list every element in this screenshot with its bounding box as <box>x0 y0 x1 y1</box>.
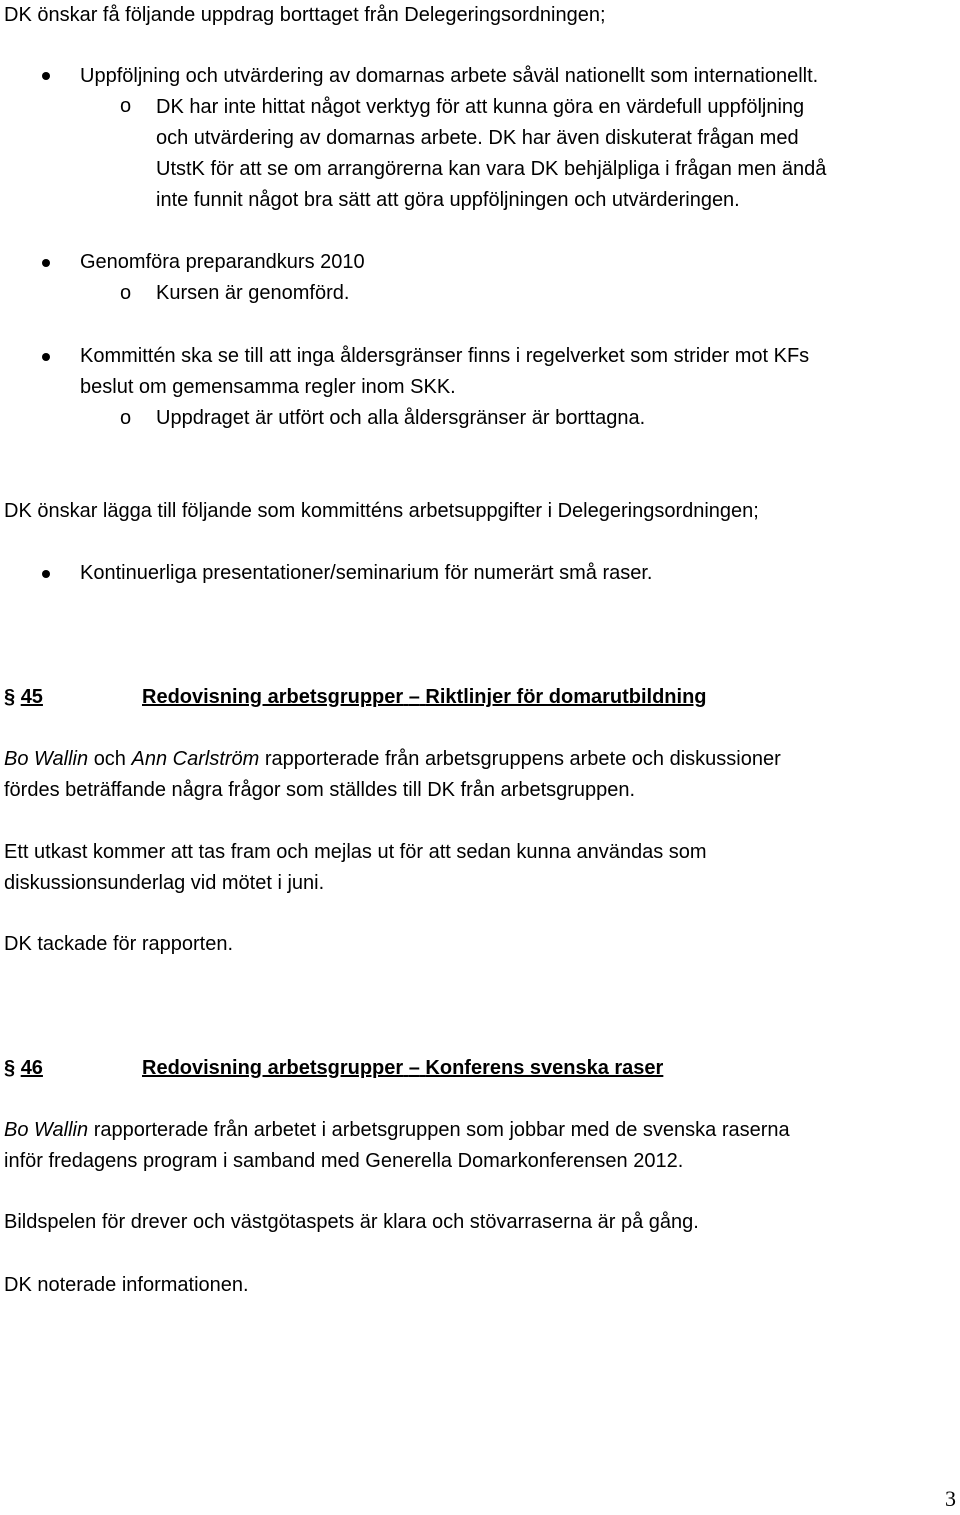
sub-bullet-icon: o <box>120 95 132 117</box>
bullet-icon <box>42 353 50 361</box>
section-45-paragraph-2-line-2: diskussionsunderlag vid mötet i juni. <box>4 872 325 894</box>
section-46-paragraph-1-line-1: Bo Wallin rapporterade från arbetet i arbetsgruppen som jobbar med de svenska raserna <box>4 1119 790 1141</box>
section-46-paragraph-2: Bildspelen för drever och västgötaspets är klara och stövarraserna är på gång. <box>4 1211 699 1233</box>
section-45-title: Redovisning arbetsgrupper – Riktlinjer för domarutbildning <box>142 686 707 708</box>
section-46-title: Redovisning arbetsgrupper – Konferens svenska raser <box>142 1057 664 1079</box>
section-symbol: § <box>4 1057 16 1079</box>
removed-item-1-sub-line-4: inte funnit något bra sätt att göra uppföljningen och utvärderingen. <box>156 189 740 211</box>
added-item-1: Kontinuerliga presentationer/seminarium för numerärt små raser. <box>80 562 653 584</box>
intro-add: DK önskar lägga till följande som kommitténs arbetsuppgifter i Delegeringsordningen; <box>4 500 759 522</box>
section-45-paragraph-2-line-1: Ett utkast kommer att tas fram och mejlas ut för att sedan kunna användas som <box>4 841 707 863</box>
removed-item-3-sub: Uppdraget är utfört och alla åldersgränser är borttagna. <box>156 407 646 429</box>
removed-item-3-line-2: beslut om gemensamma regler inom SKK. <box>80 376 456 398</box>
removed-item-2: Genomföra preparandkurs 2010 <box>80 251 365 273</box>
section-46-paragraph-3: DK noterade informationen. <box>4 1274 249 1296</box>
section-45-paragraph-1-line-2: fördes beträffande några frågor som ställdes till DK från arbetsgruppen. <box>4 779 636 801</box>
section-symbol: § <box>4 686 16 708</box>
removed-item-3-line-1: Kommittén ska se till att inga åldersgränser finns i regelverket som strider mot KFs <box>80 345 810 367</box>
page-number: 3 <box>945 1486 956 1511</box>
bullet-icon <box>42 570 50 578</box>
sub-bullet-icon: o <box>120 282 132 304</box>
intro-removed: DK önskar få följande uppdrag borttaget från Delegeringsordningen; <box>4 4 606 26</box>
removed-item-1: Uppföljning och utvärdering av domarnas arbete såväl nationellt som internationellt. <box>80 65 819 87</box>
section-46-paragraph-1-line-2: inför fredagens program i samband med Generella Domarkonferensen 2012. <box>4 1150 684 1172</box>
section-number: 46 <box>20 1057 43 1079</box>
section-46-heading <box>4 1055 43 1081</box>
section-45-heading <box>4 684 43 710</box>
removed-item-1-sub-line-3: UtstK för att se om arrangörerna kan vara DK behjälpliga i frågan men ändå <box>156 158 827 180</box>
bullet-icon <box>42 259 50 267</box>
removed-item-1-sub-line-2: och utvärdering av domarnas arbete. DK har även diskuterat frågan med <box>156 127 799 149</box>
bullet-icon <box>42 72 50 80</box>
section-45-paragraph-1-line-1: Bo Wallin och Ann Carlström rapporterade från arbetsgruppens arbete och diskussioner <box>4 748 781 770</box>
removed-item-2-sub: Kursen är genomförd. <box>156 282 350 304</box>
section-45-paragraph-3: DK tackade för rapporten. <box>4 933 234 955</box>
section-number: 45 <box>20 686 43 708</box>
sub-bullet-icon: o <box>120 407 132 429</box>
removed-item-1-sub-line-1: DK har inte hittat något verktyg för att kunna göra en värdefull uppföljning <box>156 96 805 118</box>
